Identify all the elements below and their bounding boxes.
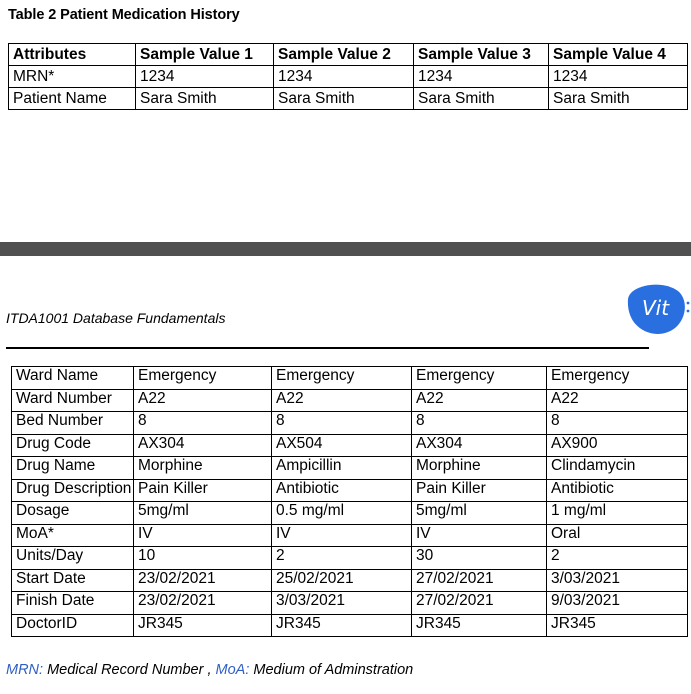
table-row [12, 592, 688, 615]
table-cell: Sara Smith [136, 88, 274, 110]
table-cell: 8 [272, 412, 412, 435]
row-attribute-cell: MoA* [12, 524, 134, 547]
row-attribute-cell: Finish Date [12, 592, 134, 615]
table-row [12, 614, 688, 637]
table-row [12, 367, 688, 390]
table-cell: AX504 [272, 434, 412, 457]
table-row [12, 524, 688, 547]
table-cell: 2 [547, 547, 688, 570]
table-cell: Ampicillin [272, 457, 412, 480]
table-cell: IV [412, 524, 547, 547]
table-cell: 1234 [414, 66, 549, 88]
footnote [6, 662, 413, 678]
table-cell: IV [272, 524, 412, 547]
vit-logo [622, 281, 691, 335]
column-header: Sample Value 1 [136, 44, 274, 66]
table-cell: Oral [547, 524, 688, 547]
footnote-mrn-abbr: MRN: [6, 662, 44, 678]
table-cell: 8 [412, 412, 547, 435]
column-header: Attributes [9, 44, 136, 66]
logo-text: Vit [642, 296, 670, 320]
table-cell: 10 [134, 547, 272, 570]
table-cell: 2 [272, 547, 412, 570]
table-cell: 3/03/2021 [272, 592, 412, 615]
table-cell: AX900 [547, 434, 688, 457]
table-cell: Patient Name [9, 88, 136, 110]
row-attribute-cell: DoctorID [12, 614, 134, 637]
table-cell: Sara Smith [549, 88, 688, 110]
table-cell: Emergency [412, 367, 547, 390]
table-cell: 5mg/ml [134, 502, 272, 525]
table-cell: IV [134, 524, 272, 547]
table-cell: Pain Killer [412, 479, 547, 502]
table-cell: 0.5 mg/ml [272, 502, 412, 525]
row-attribute-cell: Dosage [12, 502, 134, 525]
table-row [12, 479, 688, 502]
table-row [12, 457, 688, 480]
patient-medication-history-table [8, 43, 688, 110]
ward-drug-details-table [11, 366, 688, 637]
column-header: Sample Value 4 [549, 44, 688, 66]
table-cell: AX304 [134, 434, 272, 457]
table-cell: Emergency [134, 367, 272, 390]
table-cell: AX304 [412, 434, 547, 457]
table-row [12, 502, 688, 525]
row-attribute-cell: Drug Description [12, 479, 134, 502]
table-cell: Sara Smith [414, 88, 549, 110]
row-attribute-cell: Start Date [12, 569, 134, 592]
row-attribute-cell: Drug Name [12, 457, 134, 480]
table-cell: A22 [134, 389, 272, 412]
page-break-divider [0, 242, 691, 256]
table-cell: 5mg/ml [412, 502, 547, 525]
row-attribute-cell: Ward Name [12, 367, 134, 390]
course-title: ITDA1001 Database Fundamentals [6, 310, 226, 326]
table-cell: JR345 [134, 614, 272, 637]
table-cell: 9/03/2021 [547, 592, 688, 615]
footnote-mrn-text: Medical Record Number , [43, 662, 216, 678]
table-row [12, 434, 688, 457]
table-cell: Clindamycin [547, 457, 688, 480]
table-cell: 1234 [136, 66, 274, 88]
column-header: Sample Value 2 [274, 44, 414, 66]
table-cell: 3/03/2021 [547, 569, 688, 592]
table-cell: Morphine [134, 457, 272, 480]
table-cell: Sara Smith [274, 88, 414, 110]
table-row [9, 88, 688, 110]
row-attribute-cell: Units/Day [12, 547, 134, 570]
table-cell: JR345 [412, 614, 547, 637]
row-attribute-cell: Drug Code [12, 434, 134, 457]
table-cell: Emergency [547, 367, 688, 390]
table-cell: Emergency [272, 367, 412, 390]
column-header: Sample Value 3 [414, 44, 549, 66]
table-cell: 27/02/2021 [412, 569, 547, 592]
table-cell: 23/02/2021 [134, 569, 272, 592]
table-cell: Antibiotic [272, 479, 412, 502]
table-cell: A22 [412, 389, 547, 412]
table-row [9, 66, 688, 88]
table-header-row [9, 44, 688, 66]
table-cell: 23/02/2021 [134, 592, 272, 615]
table-cell: 8 [547, 412, 688, 435]
table-cell: 25/02/2021 [272, 569, 412, 592]
table-cell: JR345 [547, 614, 688, 637]
table-cell: 1234 [274, 66, 414, 88]
table-cell: 1 mg/ml [547, 502, 688, 525]
table-cell: JR345 [272, 614, 412, 637]
row-attribute-cell: Bed Number [12, 412, 134, 435]
row-attribute-cell: Ward Number [12, 389, 134, 412]
table-cell: 1234 [549, 66, 688, 88]
table-cell: 8 [134, 412, 272, 435]
table-row [12, 412, 688, 435]
table-row [12, 569, 688, 592]
table-row [12, 389, 688, 412]
table-cell: 30 [412, 547, 547, 570]
table-cell: Morphine [412, 457, 547, 480]
table-cell: Antibiotic [547, 479, 688, 502]
table-cell: 27/02/2021 [412, 592, 547, 615]
table-cell: A22 [272, 389, 412, 412]
table-cell: Pain Killer [134, 479, 272, 502]
footnote-moa-abbr: MoA: [215, 662, 250, 678]
table-row [12, 547, 688, 570]
table-caption: Table 2 Patient Medication History [8, 7, 240, 23]
footer-rule [6, 347, 649, 349]
table-cell: MRN* [9, 66, 136, 88]
footnote-moa-text: Medium of Adminstration [249, 662, 414, 678]
table-cell: A22 [547, 389, 688, 412]
